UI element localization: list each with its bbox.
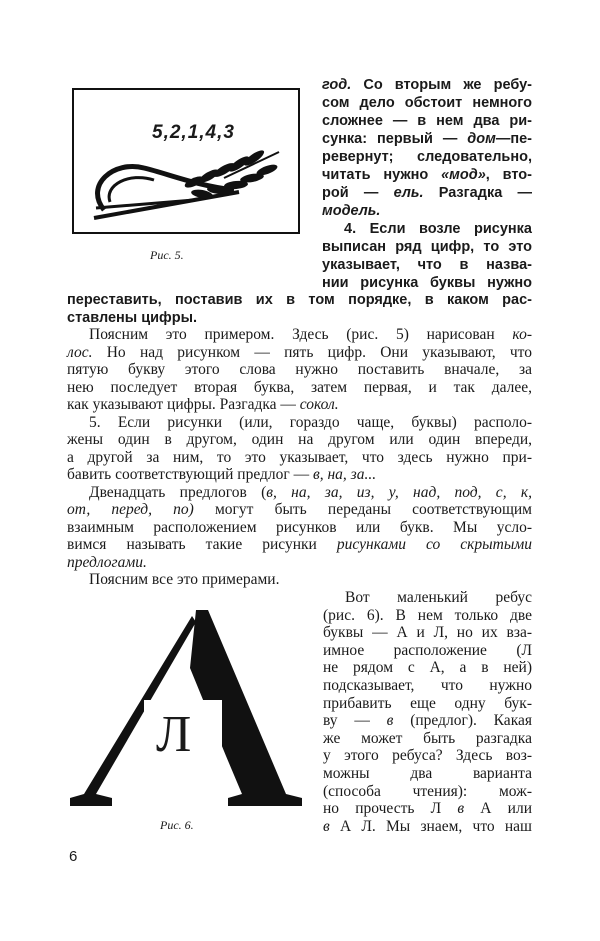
text-segment: Вот маленький ребус (345, 589, 532, 606)
text-line (323, 712, 532, 730)
text-line (323, 607, 532, 625)
text-line (323, 659, 532, 677)
text-line (323, 800, 532, 818)
text-segment: рой — (322, 185, 394, 201)
italic-text-segment: рисунками со скрытыми (336, 536, 533, 553)
page-number: 6 (69, 848, 78, 865)
text-line (67, 536, 532, 554)
text-line (322, 238, 532, 256)
text-segment: у этого ребуса? Здесь воз- (323, 747, 532, 765)
italic-text-segment: в (323, 817, 330, 835)
text-line (323, 783, 532, 801)
text-segment: сом дело обстоит немного (322, 95, 532, 111)
text-segment: взаимным расположением рисунков или букв. Мы усло- (67, 518, 532, 536)
italic-text-segment: в, на, за, из, у, над, под, с, к, (266, 483, 532, 501)
text-segment: буквы — А и Л, но их вза- (323, 624, 532, 642)
text-line (67, 466, 532, 484)
text-segment: —пе- (495, 131, 532, 147)
text-line (322, 112, 532, 130)
text-line (67, 396, 532, 414)
text-segment: ставлены цифры. (67, 309, 197, 326)
text-segment: читать нужно (322, 167, 442, 183)
italic-text-segment: год. (322, 77, 352, 93)
figure-5-digits: 5,2,1,4,3 (152, 122, 235, 143)
text-segment: Разгадка — (423, 185, 532, 201)
text-segment: сунка: первый — (322, 131, 468, 147)
text-segment: Со вторым же ребу- (351, 77, 532, 93)
text-segment: сложнее — в нем два ри- (322, 113, 532, 129)
text-segment: А Л. Мы знаем, что наш (329, 817, 532, 835)
italic-text-segment: в (386, 712, 394, 730)
figure-5-caption: Рис. 5. (150, 248, 184, 262)
text-segment: ву — (323, 712, 387, 730)
text-segment: бавить соответствующий предлог — (67, 466, 313, 483)
italic-text-segment: в (457, 800, 465, 818)
text-line (67, 344, 532, 362)
text-line (323, 642, 532, 660)
text-segment: (способа чтения): мож- (323, 782, 532, 800)
italic-text-segment: «мод» (441, 167, 486, 183)
italic-text-segment: ко- (512, 326, 532, 343)
text-line (67, 379, 532, 397)
figure-5-rebus (72, 88, 300, 234)
text-segment: переставить, поставив их в том порядке, в каком рас- (67, 292, 532, 308)
text-line (345, 589, 532, 607)
text-line (89, 326, 532, 344)
text-segment: жены один в другом, один на другом или один впереди, (67, 431, 532, 448)
text-segment: Но над рисунком — пять цифр. Они указывают, что (92, 343, 532, 361)
text-segment: Поясним все это примерами. (89, 571, 280, 588)
text-segment: прибавить еще одну бук- (323, 694, 532, 712)
text-segment: не рядом с А, а в ней) (323, 659, 532, 677)
text-line (89, 484, 532, 502)
figure-6-rebus (68, 608, 304, 808)
italic-text-segment: предлогами. (67, 553, 147, 571)
text-line (322, 94, 532, 112)
text-line (323, 818, 532, 836)
text-segment: можны два варианта (323, 765, 532, 782)
text-line (323, 730, 532, 748)
text-segment: имное расположение (Л (323, 641, 532, 659)
text-segment: вимся называть такие рисунки (67, 536, 337, 553)
italic-text-segment: сокол. (299, 396, 339, 413)
text-line (323, 624, 532, 642)
text-line (322, 202, 532, 220)
wheat-ear-sickle-icon (74, 90, 298, 232)
text-line (89, 571, 532, 589)
text-segment: пятую букву этого слова нужно поставить вначале, за (67, 361, 532, 378)
text-line (323, 765, 532, 783)
text-line (323, 695, 532, 713)
text-line (344, 220, 532, 238)
text-line (322, 76, 532, 94)
text-segment: нии рисунка буквы нужно (322, 275, 532, 291)
text-line (67, 309, 532, 327)
text-segment: же может быть разгадка (323, 729, 532, 747)
italic-text-segment: лос. (67, 343, 93, 361)
text-line (67, 501, 532, 519)
text-line (323, 677, 532, 695)
text-segment: нею последует вторая буква, затем первая, и так далее, (67, 378, 532, 396)
text-line (67, 554, 532, 572)
text-segment: 4. Если возле рисунка (344, 221, 532, 237)
text-line (67, 519, 532, 537)
text-segment: а другой за ним, то это указывает, что здесь нужно при- (67, 448, 532, 466)
text-segment: , вто- (485, 167, 532, 183)
text-line (322, 130, 532, 148)
italic-text-segment: ель. (393, 185, 424, 201)
text-segment: подсказывает, что нужно (323, 677, 532, 694)
text-segment: 5. Если рисунки (или, гораздо чаще, буквы) располо- (89, 413, 532, 431)
text-line (322, 148, 532, 166)
text-segment: Поясним это примером. Здесь (рис. 5) нарисован (89, 326, 513, 343)
italic-text-segment: модель. (322, 203, 381, 219)
text-line (67, 291, 532, 309)
text-line (322, 184, 532, 202)
text-line (67, 431, 532, 449)
text-segment: А или (464, 800, 532, 818)
text-segment: но прочесть Л (323, 800, 458, 818)
text-line (322, 274, 532, 292)
italic-text-segment: от, перед, по) (67, 501, 194, 518)
text-segment: (рис. 6). В нем только две (323, 606, 532, 624)
text-segment: ревернут; следовательно, (322, 149, 532, 165)
italic-text-segment: дом (467, 131, 496, 147)
text-segment: выписан ряд цифр, то это (322, 239, 532, 255)
text-line (323, 747, 532, 765)
italic-text-segment: в, на, за... (313, 466, 377, 483)
text-segment: указывает, что в назва- (322, 257, 532, 273)
letter-l: Л (156, 706, 192, 763)
text-line (89, 414, 532, 432)
text-segment: (предлог). Какая (393, 712, 532, 730)
text-line (322, 166, 532, 184)
text-line (67, 361, 532, 379)
text-segment: как указывают цифры. Разгадка — (67, 396, 300, 413)
text-line (67, 449, 532, 467)
text-line (322, 256, 532, 274)
text-segment: могут быть переданы соответствующим (193, 501, 532, 518)
figure-6-caption: Рис. 6. (160, 818, 194, 832)
text-segment: Двенадцать предлогов ( (89, 483, 267, 501)
